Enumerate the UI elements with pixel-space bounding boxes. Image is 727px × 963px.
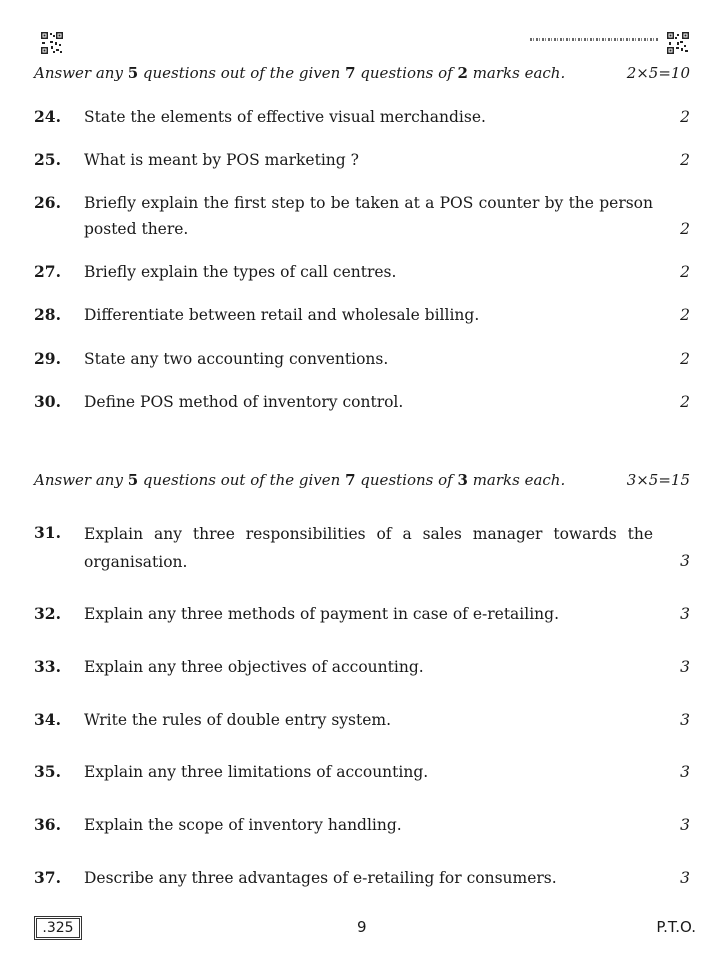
question-text: Define POS method of inventory control. xyxy=(84,393,404,411)
question-text: State the elements of effective visual merchandise. xyxy=(84,108,486,126)
barcode-strip xyxy=(530,38,658,41)
question-number: 31. xyxy=(34,523,61,542)
qr-code-icon xyxy=(667,32,689,54)
question-marks: 2 xyxy=(680,151,690,169)
question-marks: 2 xyxy=(680,306,690,324)
question-number: 26. xyxy=(34,193,61,212)
question-marks: 3 xyxy=(680,605,690,623)
question-marks: 2 xyxy=(680,263,690,281)
question-marks: 3 xyxy=(680,763,690,781)
question-text: Briefly explain the types of call centres. xyxy=(84,263,397,281)
question-number: 37. xyxy=(34,868,61,887)
section-instruction xyxy=(34,471,690,489)
question-number: 34. xyxy=(34,710,61,729)
question-number: 28. xyxy=(34,305,61,324)
question-text: Explain any three responsibilities of a sales manager towards the organisation. xyxy=(84,525,653,571)
section-score: 2×5=10 xyxy=(626,64,690,82)
question-number: 27. xyxy=(34,262,61,281)
paper-code-box: .325 xyxy=(34,916,82,940)
question-marks: 2 xyxy=(680,220,690,238)
question-marks: 2 xyxy=(680,393,690,411)
question-marks: 3 xyxy=(680,552,690,570)
pto-label: P.T.O. xyxy=(656,918,696,936)
question-text: State any two accounting conventions. xyxy=(84,350,389,368)
question-number: 25. xyxy=(34,150,61,169)
instruction-text: Answer any 5 questions out of the given 7 questions of 3 marks each. xyxy=(34,471,566,489)
question-text: Explain any three methods of payment in case of e-retailing. xyxy=(84,605,559,623)
question-text: Differentiate between retail and wholesale billing. xyxy=(84,306,480,324)
question-marks: 3 xyxy=(680,816,690,834)
question-text: Briefly explain the first step to be taken at a POS counter by the person posted there. xyxy=(84,194,653,238)
question-number: 24. xyxy=(34,107,61,126)
question-number: 35. xyxy=(34,762,61,781)
qr-code-icon xyxy=(41,32,63,54)
question-number: 30. xyxy=(34,392,61,411)
question-text: Explain any three objectives of accounting. xyxy=(84,658,424,676)
question-marks: 3 xyxy=(680,869,690,887)
question-marks: 3 xyxy=(680,711,690,729)
question-number: 32. xyxy=(34,604,61,623)
question-text: Explain the scope of inventory handling. xyxy=(84,816,402,834)
question-text: Write the rules of double entry system. xyxy=(84,711,392,729)
question-text: Describe any three advantages of e-retailing for consumers. xyxy=(84,869,557,887)
question-number: 36. xyxy=(34,815,61,834)
section-instruction xyxy=(34,64,690,82)
question-text: What is meant by POS marketing ? xyxy=(84,151,359,169)
section-score: 3×5=15 xyxy=(626,471,690,489)
page-number: 9 xyxy=(357,918,367,936)
question-marks: 2 xyxy=(680,350,690,368)
question-marks: 3 xyxy=(680,658,690,676)
question-number: 33. xyxy=(34,657,61,676)
question-number: 29. xyxy=(34,349,61,368)
question-text: Explain any three limitations of accounting. xyxy=(84,763,429,781)
instruction-text: Answer any 5 questions out of the given 7 questions of 2 marks each. xyxy=(34,64,566,82)
question-marks: 2 xyxy=(680,108,690,126)
